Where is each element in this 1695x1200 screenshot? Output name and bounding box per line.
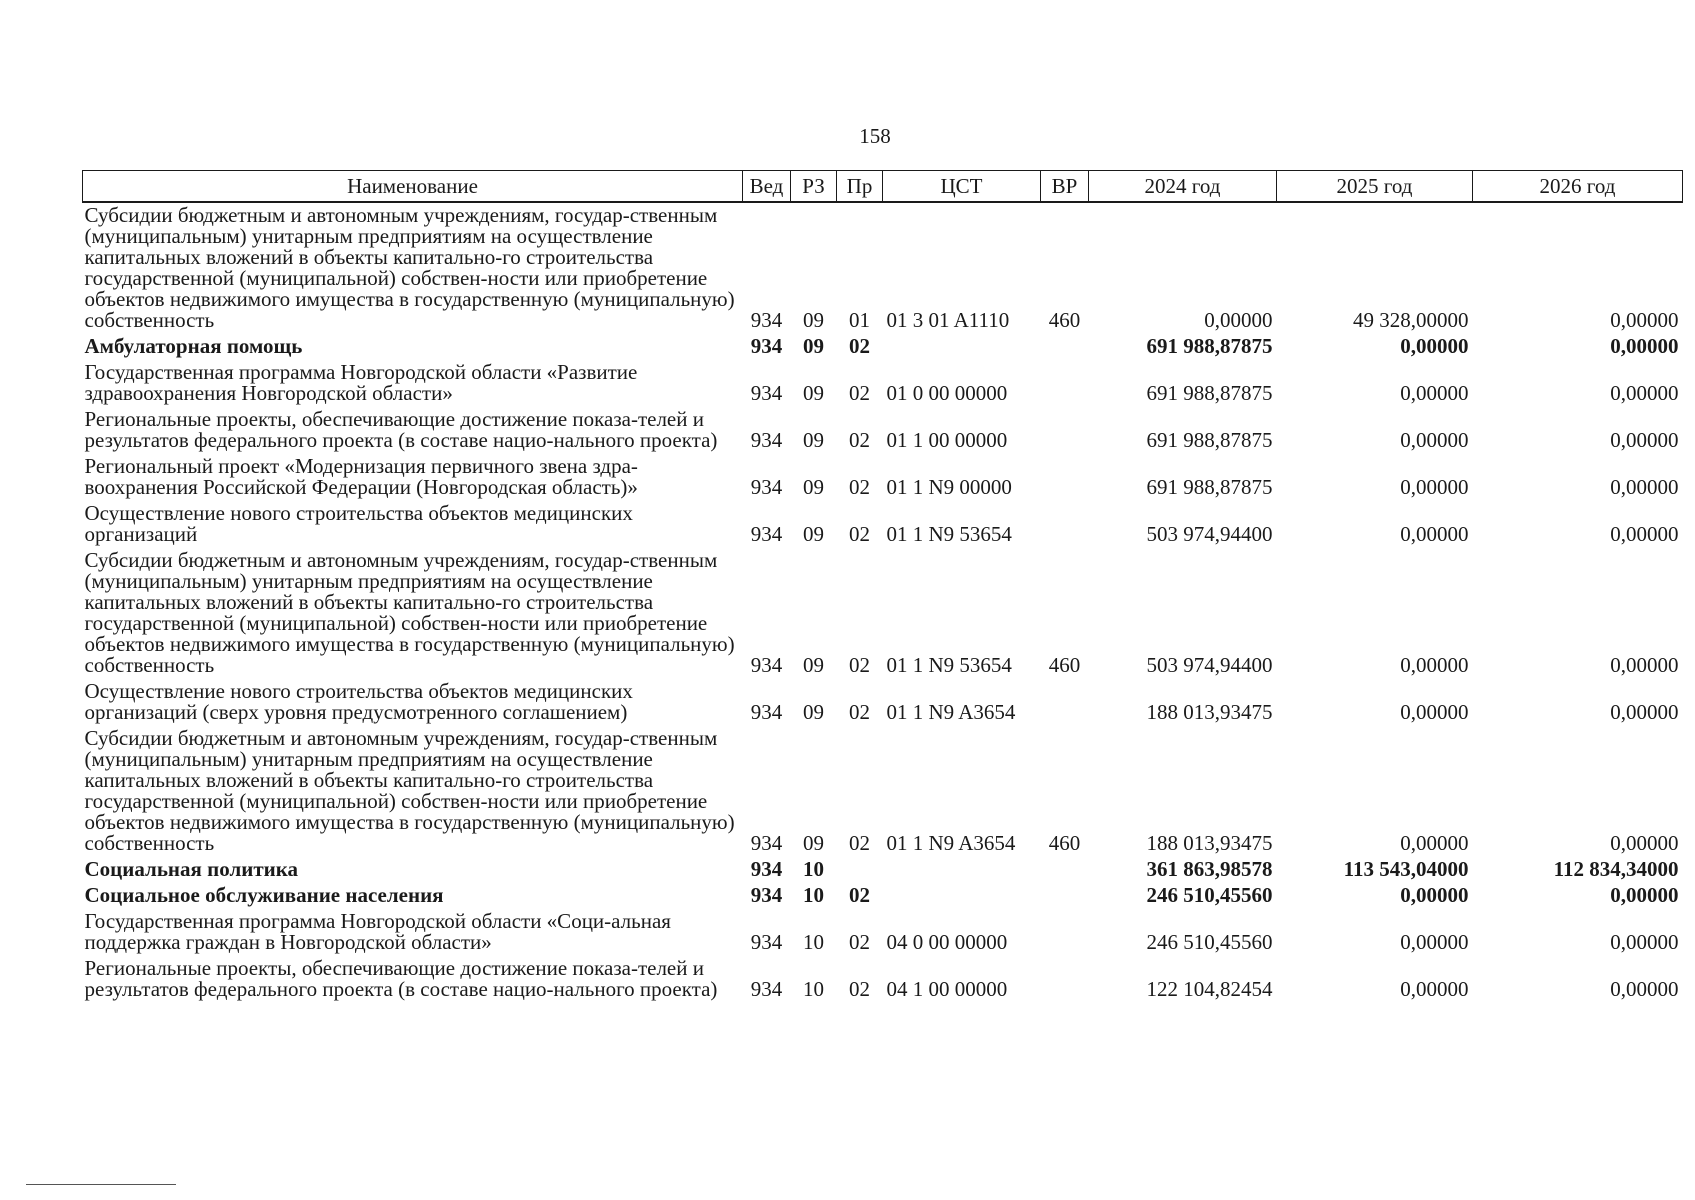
page-number: 158 bbox=[859, 124, 891, 148]
row-ved: 934 bbox=[750, 428, 783, 452]
row-rz: 10 bbox=[803, 883, 824, 907]
row-rz: 09 bbox=[803, 308, 824, 332]
row-2026: 0,00000 bbox=[1610, 428, 1679, 452]
header-row bbox=[83, 171, 1683, 203]
row-cst: 01 1 N9 A3654 bbox=[886, 831, 1016, 855]
row-pr: 02 bbox=[849, 428, 870, 452]
row-cst: 01 1 N9 00000 bbox=[886, 475, 1012, 499]
row-name: Региональные проекты, обеспечивающие достижение показа-телей и результатов федерального проекта (в составе нацио-нального проекта) bbox=[84, 407, 718, 452]
row-2026: 0,00000 bbox=[1610, 334, 1679, 358]
table-row bbox=[83, 956, 1683, 1003]
row-2024: 122 104,82454 bbox=[1146, 977, 1273, 1001]
row-pr: 02 bbox=[849, 653, 870, 677]
row-pr: 02 bbox=[849, 475, 870, 499]
table-row bbox=[83, 334, 1683, 360]
row-ved: 934 bbox=[750, 381, 783, 405]
row-ved: 934 bbox=[750, 475, 783, 499]
row-name: Субсидии бюджетным и автономным учреждениям, государ-ственным (муниципальным) унитарным предприятиям на осуществление капитальных вложений в объекты капитально-го строительства государственной (муниципальной) собствен-ности или приобретение объектов недвижимого имущества в государственную (муниципальную) собственность bbox=[84, 548, 735, 677]
row-vr bbox=[1041, 956, 1089, 1003]
row-cst: 04 1 00 00000 bbox=[886, 977, 1008, 1001]
row-vr bbox=[1041, 501, 1089, 548]
row-pr: 02 bbox=[849, 334, 870, 358]
row-rz: 10 bbox=[803, 930, 824, 954]
row-ved: 934 bbox=[750, 930, 783, 954]
row-2024: 503 974,94400 bbox=[1146, 522, 1273, 546]
table-row bbox=[83, 679, 1683, 726]
row-cst: 01 1 N9 A3654 bbox=[886, 700, 1016, 724]
table-row bbox=[83, 454, 1683, 501]
table-row bbox=[83, 548, 1683, 679]
table-row bbox=[83, 857, 1683, 883]
row-2026: 0,00000 bbox=[1610, 930, 1679, 954]
row-rz: 09 bbox=[803, 653, 824, 677]
budget-table bbox=[82, 170, 1683, 1003]
header-vr: ВР bbox=[1041, 171, 1089, 203]
table-row bbox=[83, 202, 1683, 334]
row-name: Государственная программа Новгородской области «Соци-альная поддержка граждан в Новгородской области» bbox=[84, 909, 671, 954]
row-2026: 112 834,34000 bbox=[1553, 857, 1679, 881]
row-2025: 0,00000 bbox=[1400, 831, 1469, 855]
row-rz: 09 bbox=[803, 334, 824, 358]
row-name: Осуществление нового строительства объектов медицинских организаций bbox=[84, 501, 633, 546]
row-ved: 934 bbox=[750, 653, 783, 677]
row-name: Осуществление нового строительства объектов медицинских организаций (сверх уровня предусмотренного соглашением) bbox=[84, 679, 633, 724]
table-row bbox=[83, 407, 1683, 454]
row-2025: 0,00000 bbox=[1400, 977, 1469, 1001]
row-cst: 01 1 N9 53654 bbox=[886, 522, 1012, 546]
row-2024: 361 863,98578 bbox=[1146, 857, 1273, 881]
row-vr bbox=[1041, 454, 1089, 501]
row-2025: 0,00000 bbox=[1400, 700, 1469, 724]
header-2024: 2024 год bbox=[1089, 171, 1277, 203]
row-vr bbox=[1041, 679, 1089, 726]
row-vr: 460 bbox=[1048, 831, 1081, 855]
row-cst bbox=[883, 883, 1041, 909]
row-2025: 0,00000 bbox=[1400, 653, 1469, 677]
row-vr: 460 bbox=[1048, 653, 1081, 677]
scan-artifact-line bbox=[26, 1184, 176, 1185]
row-2025: 0,00000 bbox=[1400, 334, 1469, 358]
row-2024: 246 510,45560 bbox=[1146, 930, 1273, 954]
table-row bbox=[83, 883, 1683, 909]
header-2025: 2025 год bbox=[1277, 171, 1473, 203]
table-row bbox=[83, 360, 1683, 407]
row-2025: 0,00000 bbox=[1400, 428, 1469, 452]
header-ved: Вед bbox=[743, 171, 791, 203]
row-name: Государственная программа Новгородской области «Развитие здравоохранения Новгородской области» bbox=[84, 360, 638, 405]
table-row bbox=[83, 501, 1683, 548]
row-cst: 01 0 00 00000 bbox=[886, 381, 1008, 405]
row-vr: 460 bbox=[1048, 308, 1081, 332]
row-pr: 02 bbox=[849, 977, 870, 1001]
row-2025: 49 328,00000 bbox=[1353, 308, 1469, 332]
row-rz: 09 bbox=[803, 381, 824, 405]
header-rz: РЗ bbox=[791, 171, 837, 203]
table-row bbox=[83, 726, 1683, 857]
row-2025: 113 543,04000 bbox=[1343, 857, 1469, 881]
header-pr: Пр bbox=[837, 171, 883, 203]
row-2024: 691 988,87875 bbox=[1146, 334, 1273, 358]
header-cst: ЦСТ bbox=[883, 171, 1041, 203]
row-name: Субсидии бюджетным и автономным учреждениям, государ-ственным (муниципальным) унитарным предприятиям на осуществление капитальных вложений в объекты капитально-го строительства государственной (муниципальной) собствен-ности или приобретение объектов недвижимого имущества в государственную (муниципальную) собственность bbox=[84, 203, 735, 332]
row-pr: 01 bbox=[849, 308, 870, 332]
row-name: Социальная политика bbox=[84, 857, 299, 881]
row-2024: 691 988,87875 bbox=[1146, 381, 1273, 405]
row-vr bbox=[1041, 407, 1089, 454]
row-pr: 02 bbox=[849, 381, 870, 405]
row-2024: 0,00000 bbox=[1204, 308, 1273, 332]
header-name: Наименование bbox=[83, 171, 743, 203]
row-cst bbox=[883, 857, 1041, 883]
row-2026: 0,00000 bbox=[1610, 308, 1679, 332]
row-ved: 934 bbox=[750, 977, 783, 1001]
row-pr: 02 bbox=[849, 883, 870, 907]
row-name: Региональные проекты, обеспечивающие достижение показа-телей и результатов федерального проекта (в составе нацио-нального проекта) bbox=[84, 956, 718, 1001]
table-body bbox=[83, 202, 1683, 1003]
row-2024: 691 988,87875 bbox=[1146, 475, 1273, 499]
row-2025: 0,00000 bbox=[1400, 475, 1469, 499]
row-rz: 09 bbox=[803, 522, 824, 546]
header-2026: 2026 год bbox=[1473, 171, 1683, 203]
row-rz: 10 bbox=[803, 857, 824, 881]
row-pr: 02 bbox=[849, 700, 870, 724]
row-name: Амбулаторная помощь bbox=[84, 334, 303, 358]
row-ved: 934 bbox=[750, 522, 783, 546]
row-vr bbox=[1041, 360, 1089, 407]
row-name: Социальное обслуживание населения bbox=[84, 883, 444, 907]
row-2024: 691 988,87875 bbox=[1146, 428, 1273, 452]
row-ved: 934 bbox=[750, 831, 783, 855]
row-rz: 09 bbox=[803, 428, 824, 452]
row-vr bbox=[1041, 909, 1089, 956]
row-2026: 0,00000 bbox=[1610, 883, 1679, 907]
row-rz: 09 bbox=[803, 475, 824, 499]
row-pr: 02 bbox=[849, 930, 870, 954]
row-vr bbox=[1041, 883, 1089, 909]
row-2026: 0,00000 bbox=[1610, 831, 1679, 855]
row-2025: 0,00000 bbox=[1400, 883, 1469, 907]
row-vr bbox=[1041, 334, 1089, 360]
row-pr: 02 bbox=[849, 831, 870, 855]
row-cst: 01 1 N9 53654 bbox=[886, 653, 1012, 677]
row-rz: 10 bbox=[803, 977, 824, 1001]
row-2024: 188 013,93475 bbox=[1146, 831, 1273, 855]
row-2025: 0,00000 bbox=[1400, 930, 1469, 954]
row-pr bbox=[837, 857, 883, 883]
row-cst bbox=[883, 334, 1041, 360]
row-name: Субсидии бюджетным и автономным учреждениям, государ-ственным (муниципальным) унитарным предприятиям на осуществление капитальных вложений в объекты капитально-го строительства государственной (муниципальной) собствен-ности или приобретение объектов недвижимого имущества в государственную (муниципальную) собственность bbox=[84, 726, 735, 855]
row-2024: 246 510,45560 bbox=[1146, 883, 1273, 907]
row-ved: 934 bbox=[750, 308, 783, 332]
row-2026: 0,00000 bbox=[1610, 381, 1679, 405]
row-2025: 0,00000 bbox=[1400, 381, 1469, 405]
row-2026: 0,00000 bbox=[1610, 977, 1679, 1001]
row-ved: 934 bbox=[750, 883, 783, 907]
row-2024: 188 013,93475 bbox=[1146, 700, 1273, 724]
row-2025: 0,00000 bbox=[1400, 522, 1469, 546]
row-cst: 04 0 00 00000 bbox=[886, 930, 1008, 954]
row-2026: 0,00000 bbox=[1610, 475, 1679, 499]
row-ved: 934 bbox=[750, 334, 783, 358]
row-rz: 09 bbox=[803, 831, 824, 855]
row-2024: 503 974,94400 bbox=[1146, 653, 1273, 677]
row-2026: 0,00000 bbox=[1610, 653, 1679, 677]
row-cst: 01 1 00 00000 bbox=[886, 428, 1008, 452]
row-name: Региональный проект «Модернизация первичного звена здра-воохранения Российской Федерации (Новгородская область)» bbox=[84, 454, 638, 499]
row-vr bbox=[1041, 857, 1089, 883]
row-2026: 0,00000 bbox=[1610, 522, 1679, 546]
row-cst: 01 3 01 A1110 bbox=[886, 308, 1010, 332]
row-rz: 09 bbox=[803, 700, 824, 724]
row-ved: 934 bbox=[750, 857, 783, 881]
row-pr: 02 bbox=[849, 522, 870, 546]
row-2026: 0,00000 bbox=[1610, 700, 1679, 724]
table-row bbox=[83, 909, 1683, 956]
row-ved: 934 bbox=[750, 700, 783, 724]
